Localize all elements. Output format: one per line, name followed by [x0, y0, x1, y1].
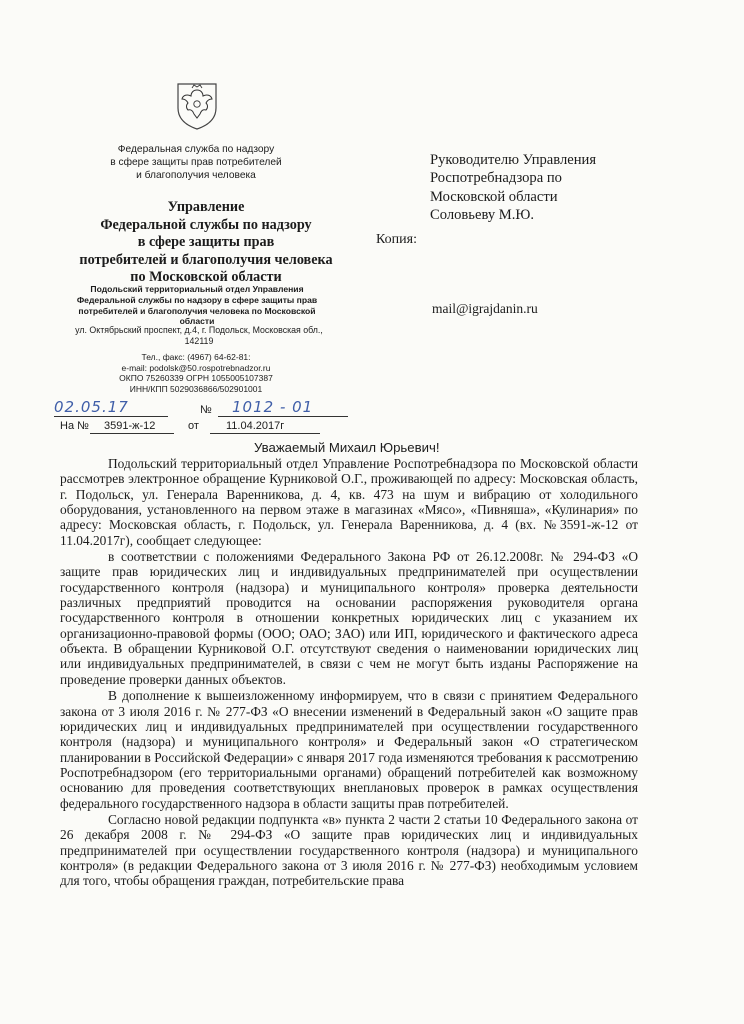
ot-label: от: [188, 420, 199, 432]
addressee-line: Соловьеву М.Ю.: [430, 207, 535, 224]
coat-of-arms-icon: [174, 78, 220, 130]
number-sign: №: [200, 404, 212, 416]
outgoing-reference: [54, 398, 360, 436]
salutation: Уважаемый Михаил Юрьевич!: [254, 440, 440, 455]
agency-main-line: Управление: [167, 199, 245, 215]
date-underline: [54, 416, 168, 417]
agency-main-line: по Московской области: [130, 269, 282, 285]
copy-label: Копия:: [376, 232, 417, 247]
addressee-line: Московской области: [430, 188, 558, 205]
incoming-date-underline: [210, 433, 320, 434]
handwritten-number: 1012 - 01: [232, 398, 314, 416]
subdivision-line: Федеральной службы по надзору в сфере защиты прав: [76, 294, 318, 305]
copy-email: mail@igrajdanin.ru: [432, 301, 538, 316]
number-underline: [218, 416, 348, 417]
incoming-number: 3591-ж-12: [104, 420, 156, 432]
territorial-department: [74, 284, 320, 327]
contact-line: Тел., факс: (4967) 64-62-81:: [141, 352, 251, 362]
addressee-line: Роспотребнадзора по: [430, 170, 562, 187]
agency-contacts: [96, 352, 296, 394]
subdivision-line: потребителей и благополучия человека по Московской: [78, 305, 316, 316]
paragraph: в соответствии с положениями Федерального Закона РФ от 26.12.2008г. № 294-ФЗ «О защите прав юридических лиц и индивидуальных предпринимателей при осуществлении государственного контроля (надзора) и муниципального контроля» проверка деятельности различных предприятий проводится на основании распоряжения руководителя органа государственного контроля в отношении конкретных юридических лиц с указанием их организационно-правовой формы (ООО; ОАО; ЗАО) или ИП, юридического и фактического адреса объекта. В обращении Курниковой О.Г. отсутствуют сведения о наименовании юридических лиц или индивидуальных предпринимателей, в связи с чем не могут быть изданы Распоряжение на проведение проверки данных объектов.: [60, 549, 638, 687]
agency-address: [56, 325, 342, 347]
addressee-block: [430, 151, 670, 225]
na-label: На №: [60, 420, 89, 432]
address-line: ул. Октябрьский проспект, д.4, г. Подольск, Московская обл.,: [75, 325, 323, 335]
agency-department-title: [66, 199, 346, 287]
agency-top-line: и благополучия человека: [136, 170, 256, 181]
agency-top-line: Федеральная служба по надзору: [117, 144, 275, 155]
subdivision-line: области: [179, 316, 215, 327]
contact-line: ИНН/КПП 5029036866/502901001: [129, 383, 263, 394]
addressee-line: Руководителю Управления: [430, 152, 597, 168]
contact-line: ОКПО 75260339 ОГРН 1055005107387: [119, 373, 273, 384]
agency-main-line: потребителей и благополучия человека: [79, 251, 333, 268]
incoming-date: 11.04.2017г: [226, 420, 285, 432]
contact-line: e-mail: podolsk@50.rospotrebnadzor.ru: [121, 362, 271, 373]
paragraph: Согласно новой редакции подпункта «в» пункта 2 части 2 статьи 10 Федерального закона от 26 декабря 2008 г. № 294-ФЗ «О защите прав юридических лиц и индивидуальных предпринимателей при осуществлении государственного контроля (надзора) и муниципального контроля» (в редакции Федерального закона от 3 июля 2016 г. № 277-ФЗ) необходимым условием для того, чтобы обращения граждан, потребительские права: [60, 811, 638, 889]
letter-body: [60, 456, 638, 889]
agency-top-line: в сфере защиты прав потребителей: [110, 157, 282, 168]
handwritten-date: 02.05.17: [54, 398, 129, 416]
incoming-underline: [90, 433, 174, 434]
agency-main-line: Федеральной службы по надзору: [100, 216, 312, 233]
paragraph: Подольский территориальный отдел Управление Роспотребнадзора по Московской области рассмотрев электронное обращение Курниковой О.Г., проживающей по адресу: Московская область, г. Подольск, ул. Генерала Варенникова, д. 4, кв. 473 на шум и вибрацию от холодильного оборудования, установленного на первом этаже в магазинах «Мясо», «Пивняша», «Кулинария» по адресу: Московская область, г. Подольск, ул. Генерала Варенникова, д. 4 (вх. №3591-ж-12 от 11.04.2017г), сообщает следующее:: [60, 456, 638, 548]
subdivision-line: Подольский территориальный отдел Управления: [90, 284, 304, 294]
agency-federal-service: [96, 143, 296, 182]
agency-main-line: в сфере защиты прав: [137, 234, 275, 250]
paragraph: В дополнение к вышеизложенному информируем, что в связи с принятием Федерального закона от 3 июля 2016 г. № 277-ФЗ «О внесении изменений в Федеральный закон «О защите прав юридических лиц и индивидуальных предпринимателей при осуществлении государственного контроля (надзора) и муниципального контроля» и Федеральный закон «О стратегическом планировании в Российской Федерации» с января 2017 года изменяются требования к рассмотрению Роспотребнадзором (его территориальными органами) обращений потребителей как возможному основанию для проведения соответствующих внеплановых проверок в рамках осуществления федерального государственного надзора в области защиты прав потребителей.: [60, 688, 638, 811]
address-line: 142119: [184, 336, 214, 346]
